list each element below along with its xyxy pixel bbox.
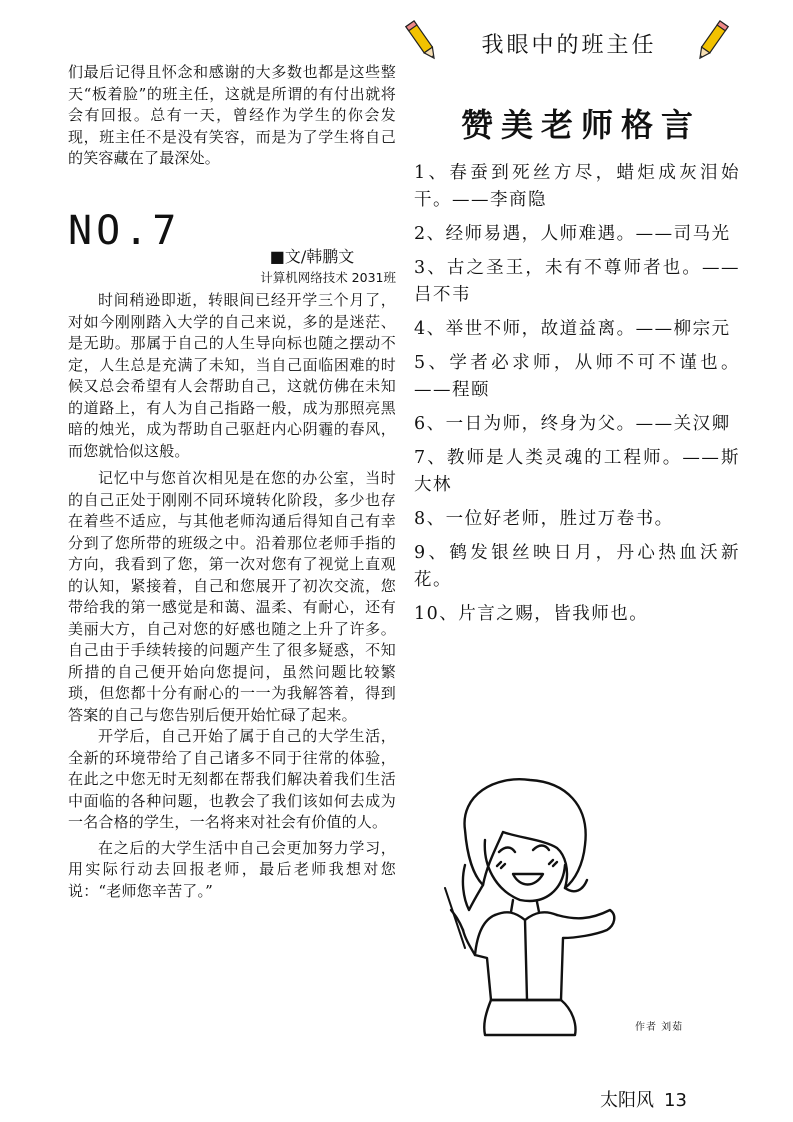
article-paragraph: 时间稍逊即逝，转眼间已经开学三个月了，对如今刚刚踏入大学的自己来说，多的是迷茫、是无助。那属于自己的人生导向标也随之摆动不定，人生总是充满了未知，当自己面临困难的时候又总会希望有人会帮助自己，这就仿佛在未知的道路上，有人为自己指路一般，成为那照亮黑暗的烛光，成为帮助自己驱赶内心阴霾的春风，而您就恰似这般。 xyxy=(68,291,396,460)
page-header xyxy=(405,12,735,62)
pencil-icon xyxy=(695,18,729,64)
author-class: 计算机网络技术 2031班 xyxy=(260,270,396,285)
intro-block xyxy=(68,62,396,170)
teacher-cartoon-icon xyxy=(425,770,655,1040)
page-footer xyxy=(600,1086,687,1112)
quote-item: 10、片言之赐，皆我师也。 xyxy=(414,604,649,624)
quote-item: 4、举世不师，故道益离。——柳宗元 xyxy=(414,319,731,339)
pencil-icon xyxy=(405,18,439,64)
header-title: 我眼中的班主任 xyxy=(481,33,657,58)
article-paragraph: 开学后，自己开始了属于自己的大学生活，全新的环境带给了自己诸多不同于往常的体验，在此之中您无时无刻都在帮我们解决着我们生活中面临的各种问题，也教会了我们该如何去成为一名合格的学生，一名将来对社会有价值的人。 xyxy=(68,727,396,831)
intro-text: 们最后记得且怀念和感谢的大多数也都是这些整天“板着脸”的班主任，这就是所谓的有付出就将会有回报。总有一天，曾经作为学生的你会发现，班主任不是没有笑容，而是为了学生将自己的笑容藏在了最深处。 xyxy=(68,63,396,167)
illustration-credit: 作者 刘茹 xyxy=(635,1022,684,1033)
magazine-name: 太阳风 xyxy=(600,1090,654,1111)
page-number: 13 xyxy=(664,1090,687,1111)
author-byline: ■文/韩鹏文 xyxy=(269,247,355,266)
article-body xyxy=(68,290,396,902)
quote-item: 3、古之圣王，未有不尊师者也。——吕不韦 xyxy=(414,258,740,305)
article-paragraph: 在之后的大学生活中自己会更加努力学习，用实际行动去回报老师，最后老师我想对您说：“老师您辛苦了。” xyxy=(68,838,396,900)
quote-item: 9、鹤发银丝映日月，丹心热血沃新花。 xyxy=(414,543,740,590)
article-paragraph: 记忆中与您首次相见是在您的办公室，当时的自己正处于刚刚不同环境转化阶段，多少也存在着些不适应，与其他老师沟通后得知自己有幸分到了您所带的班级之中。沿着那位老师手指的方向，我看到了您，第一次对您有了视觉上直观的认知，紧接着，自己和您展开了初次交流，您带给我的第一感觉是和蔼、温柔、有耐心，还有美丽大方，自己对您的好感也随之上升了许多。自己由于手续转接的问题产生了很多疑惑，不知所措的自己便开始向您提问，虽然问题比较繁琐，但您都十分有耐心的一一为我解答着，得到答案的自己与您告别后便开始忙碌了起来。 xyxy=(68,469,396,724)
quote-item: 5、学者必求师，从师不可不谨也。——程颐 xyxy=(414,353,740,400)
quotes-list xyxy=(414,160,740,635)
quote-item: 6、一日为师，终身为父。——关汉卿 xyxy=(414,414,731,434)
quote-item: 8、一位好老师，胜过万卷书。 xyxy=(414,509,674,529)
quote-item: 1、春蚕到死丝方尽，蜡炬成灰泪始干。——李商隐 xyxy=(414,163,740,210)
section-number: NO.7 xyxy=(68,208,181,254)
quotes-title: 赞美老师格言 xyxy=(460,106,701,144)
quote-item: 7、教师是人类灵魂的工程师。——斯大林 xyxy=(414,448,740,495)
quote-item: 2、经师易遇，人师难遇。——司马光 xyxy=(414,224,731,244)
